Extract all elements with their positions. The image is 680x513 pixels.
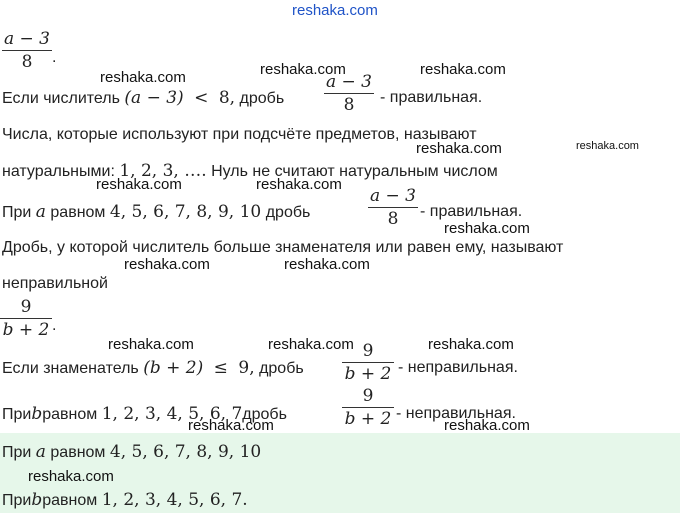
watermark: reshaka.com <box>416 140 502 157</box>
watermark: reshaka.com <box>108 336 194 353</box>
watermark: reshaka.com <box>444 220 530 237</box>
answer-prefix: При <box>2 492 32 509</box>
comparison-sign: < <box>194 88 209 108</box>
watermark: reshaka.com <box>260 61 346 78</box>
improper-definition-line1: Дробь, у которой числитель больше знаменателя или равен ему, называют <box>2 239 564 256</box>
answer-a-line <box>2 442 261 463</box>
a-values: 4, 5, 6, 7, 8, 9, 10 <box>109 202 262 222</box>
fraction-bar <box>342 407 394 408</box>
math-expression: (b + 2) <box>143 358 204 378</box>
answer-mid: равном <box>42 492 98 509</box>
line-mid: равном <box>42 406 98 423</box>
fraction-word: дробь <box>239 90 285 107</box>
fraction-numerator: 9 <box>20 297 32 317</box>
fraction-bar <box>2 50 52 51</box>
fraction-bar <box>0 318 52 319</box>
watermark: reshaka.com <box>256 176 342 193</box>
fraction-a-minus-3-over-8 <box>368 186 418 229</box>
line-suffix: - правильная. <box>380 89 483 106</box>
answer-prefix: При <box>2 444 32 461</box>
fraction-bar <box>368 207 418 208</box>
watermark: reshaka.com <box>100 69 186 86</box>
watermark: reshaka.com <box>420 61 506 78</box>
fraction-numerator: 9 <box>362 341 374 361</box>
watermark: reshaka.com <box>188 417 274 434</box>
fraction-numerator: a − 3 <box>369 186 416 206</box>
natural-prefix: натуральными: <box>2 163 115 180</box>
line-prefix: Если числитель <box>2 90 120 107</box>
fraction-numerator: 9 <box>362 386 374 406</box>
fraction-word: дробь <box>242 406 287 423</box>
fraction-a-minus-3-over-8 <box>2 29 52 72</box>
watermark: reshaka.com <box>124 256 210 273</box>
fraction-numerator: a − 3 <box>325 72 372 92</box>
fraction-a-minus-3-over-8 <box>324 72 374 115</box>
natural-numbers: 1, 2, 3, …. <box>119 161 207 181</box>
natural-definition-line2 <box>2 161 498 182</box>
fraction-denominator: b + 2 <box>344 364 392 384</box>
natural-definition-line1: Числа, которые используют при подсчёте предметов, называют <box>2 126 477 143</box>
period: . <box>52 49 57 66</box>
watermark: reshaka.com <box>268 336 354 353</box>
fraction-word: дробь <box>259 360 304 377</box>
watermark: reshaka.com <box>428 336 514 353</box>
variable-a: a <box>35 442 46 462</box>
a-values-line <box>2 202 310 223</box>
b-values: 1, 2, 3, 4, 5, 6, 7 <box>101 404 243 424</box>
math-expression: (a − 3) <box>124 88 184 108</box>
fraction-bar <box>342 362 394 363</box>
fraction-denominator: b + 2 <box>2 320 50 340</box>
watermark-top: reshaka.com <box>292 2 378 19</box>
watermark: reshaka.com <box>96 176 182 193</box>
math-value: 9, <box>238 358 255 378</box>
variable-b: b <box>31 490 43 510</box>
line-suffix: - неправильная. <box>398 359 518 376</box>
answer-a-values: 4, 5, 6, 7, 8, 9, 10 <box>109 442 262 462</box>
fraction-9-over-b-plus-2 <box>0 297 52 340</box>
comparison-sign: ≤ <box>213 358 228 378</box>
watermark: reshaka.com <box>576 140 639 152</box>
natural-suffix: Нуль не считают натуральным числом <box>211 163 498 180</box>
watermark: reshaka.com <box>28 468 114 485</box>
improper-definition-line2: неправильной <box>2 275 108 292</box>
period: . <box>52 317 57 334</box>
fraction-denominator: b + 2 <box>344 409 392 429</box>
line-prefix: При <box>2 406 32 423</box>
fraction-denominator: 8 <box>343 95 355 115</box>
answer-b-line <box>2 490 248 511</box>
answer-b-values: 1, 2, 3, 4, 5, 6, 7. <box>101 490 248 510</box>
line-prefix: При <box>2 204 32 221</box>
fraction-9-over-b-plus-2 <box>342 341 394 384</box>
line-prefix: Если знаменатель <box>2 360 139 377</box>
variable-a: a <box>35 202 46 222</box>
fraction-numerator: a − 3 <box>3 29 50 49</box>
line-suffix: - правильная. <box>420 203 523 220</box>
fraction-word: дробь <box>265 204 311 221</box>
variable-b: b <box>31 404 43 424</box>
fraction-denominator: 8 <box>21 52 33 72</box>
fraction-bar <box>324 93 374 94</box>
numerator-condition-line <box>2 88 284 109</box>
line-mid: равном <box>50 204 106 221</box>
denominator-condition-line <box>2 358 304 379</box>
watermark: reshaka.com <box>284 256 370 273</box>
fraction-denominator: 8 <box>387 209 399 229</box>
fraction-9-over-b-plus-2 <box>342 386 394 429</box>
line-suffix: - неправильная. <box>396 405 516 422</box>
watermark: reshaka.com <box>444 417 530 434</box>
answer-mid: равном <box>50 444 106 461</box>
math-value: 8, <box>218 88 236 108</box>
